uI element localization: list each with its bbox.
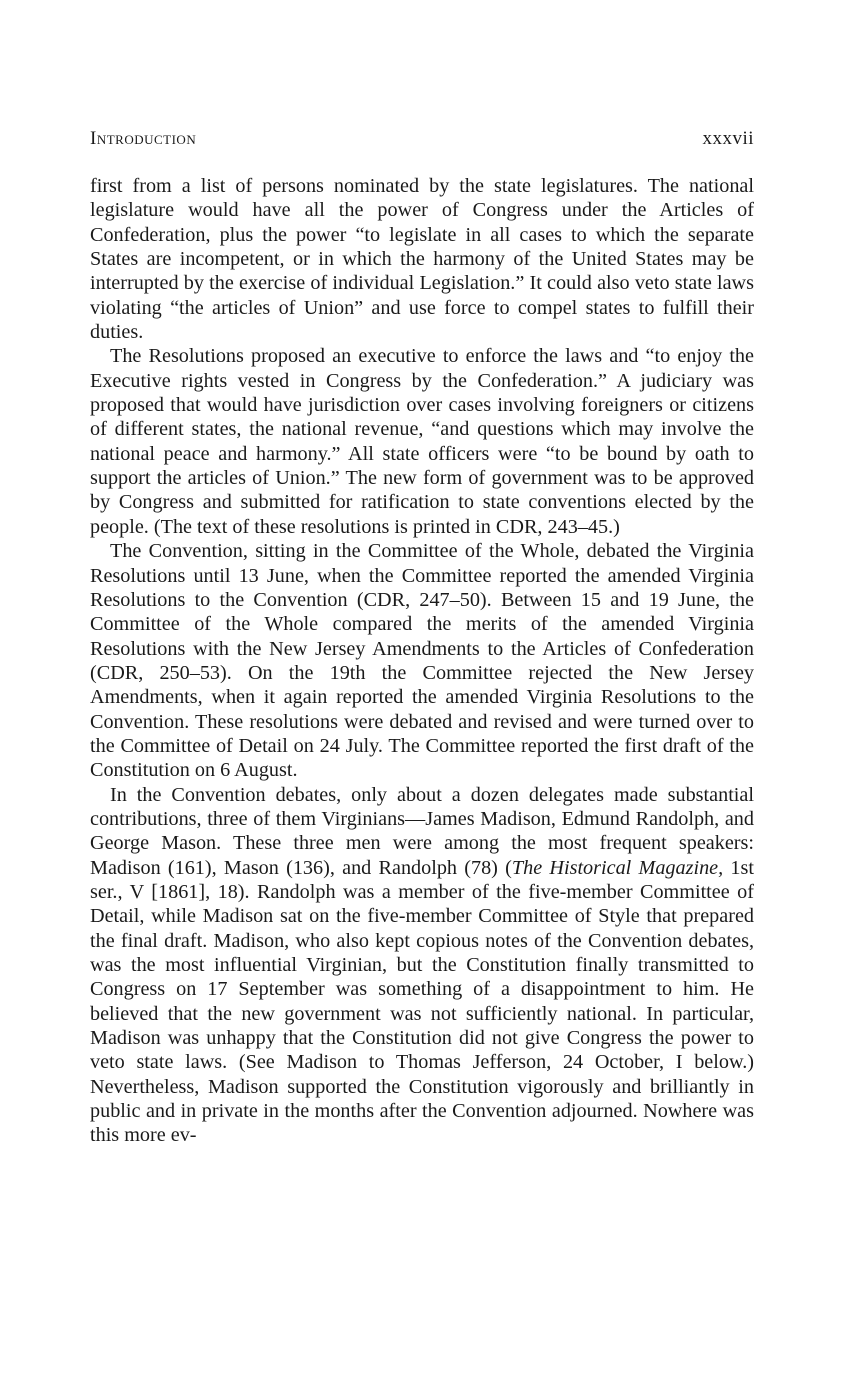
paragraph-3: The Convention, sitting in the Committee of the Whole, debated the Virginia Resolutions until 13 June, when the Committee reported the amended Virginia Resolutions to the Convention (CDR, 247–50). Between 15 and 19 June, the Committee of the Whole compared the merits of the amended Virginia Resolutions with the New Jersey Amendments to the Articles of Confederation (CDR, 250–53). On the 19th the Committee rejected the New Jersey Amendments, when it again reported the amended Virginia Resolutions to the Convention. These resolutions were debated and revised and were turned over to the Committee of Detail on 24 July. The Committee reported the first draft of the Constitution on 6 August. xyxy=(90,540,754,782)
journal-title: The Historical Magazine, xyxy=(511,856,724,879)
running-head xyxy=(90,126,754,152)
body-text xyxy=(90,174,754,1148)
paragraph-2: The Resolutions proposed an executive to enforce the laws and “to enjoy the Executive rights vested in Congress by the Confederation.” A judiciary was proposed that would have jurisdiction over cases involving foreigners or citizens of different states, the national revenue, “and questions which may involve the national peace and harmony.” All state officers were “to be bound by oath to support the articles of Union.” The new form of government was to be approved by Congress and submitted for ratification to state conventions elected by the people. (The text of these resolutions is printed in CDR, 243–45.) xyxy=(90,345,754,538)
section-title: Introduction xyxy=(90,128,197,149)
paragraph-4-part-2: 1st ser., V [1861], 18). Randolph was a member of the five-member Committee of Detail, while Madison sat on the five-member Committee of Style that prepared the final draft. Madison, who also kept copious notes of the Convention debates, was the most influential Virginian, but the Constitution finally transmitted to Congress on 17 September was something of a disappointment to him. He believed that the new government was not sufficiently national. In particular, Madison was unhappy that the Constitution did not give Congress the power to veto state laws. (See Madison to Thomas Jefferson, 24 October, I below.) Nevertheless, Madison supported the Constitution vigorously and brilliantly in public and in private in the months after the Convention adjourned. Nowhere was this more ev- xyxy=(90,856,754,1147)
paragraph-1: first from a list of persons nominated by the state legislatures. The national legislature would have all the power of Congress under the Articles of Confederation, plus the power “to legislate in all cases to which the separate States are incompetent, or in which the harmony of the United States may be interrupted by the exercise of individual Legislation.” It could also veto state laws violating “the articles of Union” and use force to compel states to fulfill their duties. xyxy=(90,175,754,344)
paragraph-4 xyxy=(90,783,754,1148)
book-page xyxy=(90,0,754,1380)
page-number: xxxvii xyxy=(702,128,754,149)
paragraph-4-part-1: In the Convention debates, only about a dozen delegates made substantial contributions, three of them Virginians—James Madison, Edmund Randolph, and George Mason. These three men were among the most frequent speakers: Madison (161), Mason (136), and Randolph (78) ( xyxy=(90,783,754,879)
